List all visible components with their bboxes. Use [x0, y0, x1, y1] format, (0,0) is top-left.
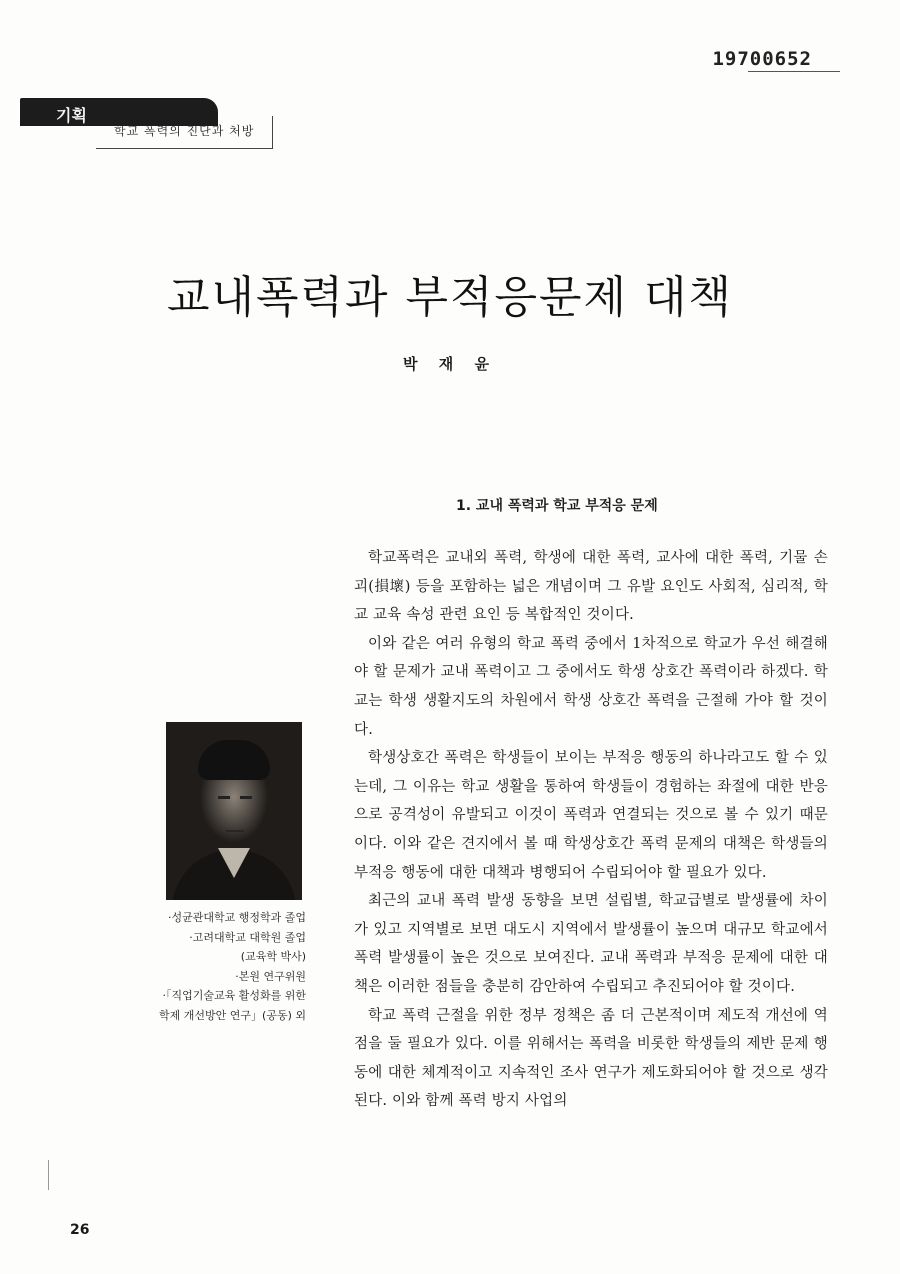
article-title: 교내폭력과 부적응문제 대책: [166, 272, 734, 324]
body-paragraph: 학교 폭력 근절을 위한 정부 정책은 좀 더 근본적이며 제도적 개선에 역점을 둘 필요가 있다. 이를 위해서는 폭력을 비롯한 학생들의 제반 문제 행동에 대한 체계적이고 지속적인 조사 연구가 제도화되어야 할 것으로 생각된다. 이와 함께 폭력 방지 사업의: [354, 1007, 828, 1110]
author-name: 박 재 윤: [403, 355, 497, 373]
bio-line: ·고려대학교 대학원 졸업: [189, 930, 306, 944]
margin-rule: [48, 1160, 49, 1190]
author-bio: [120, 908, 306, 1025]
bio-line: (교육학 박사): [240, 950, 306, 963]
article-body: [354, 544, 828, 1116]
bio-line: ·「직업기술교육 활성화를 위한: [162, 989, 306, 1002]
document-id-underline: [748, 71, 840, 72]
body-paragraph: 학생상호간 폭력은 학생들이 보이는 부적응 행동의 하나라고도 할 수 있는데, 그 이유는 학교 생활을 통하여 학생들이 경험하는 좌절에 대한 반응으로 공격성이 유발되고 이것이 폭력과 연결되는 것으로 볼 수 있기 때문이다. 이와 같은 견지에서 볼 때 학생상호간 폭력 문제의 대책은 학생들의 부적응 행동에 대한 대책과 병행되어 수립되어야 할 필요가 있다.: [354, 750, 828, 881]
section-heading: 1. 교내 폭력과 학교 부적응 문제: [456, 498, 658, 514]
author-photo: [166, 722, 302, 900]
bio-line: ·본원 연구위원: [235, 969, 306, 983]
body-paragraph: 이와 같은 여러 유형의 학교 폭력 중에서 1차적으로 학교가 우선 해결해야 할 문제가 교내 폭력이고 그 중에서도 학생 상호간 폭력이라 하겠다. 학교는 학생 생활지도의 차원에서 학생 상호간 폭력을 근절해 가야 할 것이다.: [354, 635, 828, 738]
bio-line: ·성균관대학교 행정학과 졸업: [167, 911, 306, 924]
page-number: 26: [70, 1222, 90, 1238]
body-paragraph: 최근의 교내 폭력 발생 동향을 보면 설립별, 학교급별로 발생률에 차이가 있고 지역별로 보면 대도시 지역에서 발생률이 높으며 대규모 학교에서 폭력 발생률이 높은 것으로 보여진다. 교내 폭력과 부적응 문제에 대한 대책은 이러한 점들을 충분히 감안하여 수립되고 추진되어야 할 것이다.: [354, 893, 828, 995]
header-subtitle: 학교 폭력의 진단과 처방: [114, 124, 255, 138]
bio-line: 학제 개선방안 연구」(공동) 외: [159, 1008, 306, 1022]
body-paragraph: 학교폭력은 교내외 폭력, 학생에 대한 폭력, 교사에 대한 폭력, 기물 손괴(損壞) 등을 포함하는 넓은 개념이며 그 유발 요인도 사회적, 심리적, 학교 교육 속성 관련 요인 등 복합적인 것이다.: [354, 550, 828, 624]
document-id: 19700652: [712, 48, 812, 70]
header-tab-label: 기획: [56, 106, 87, 125]
